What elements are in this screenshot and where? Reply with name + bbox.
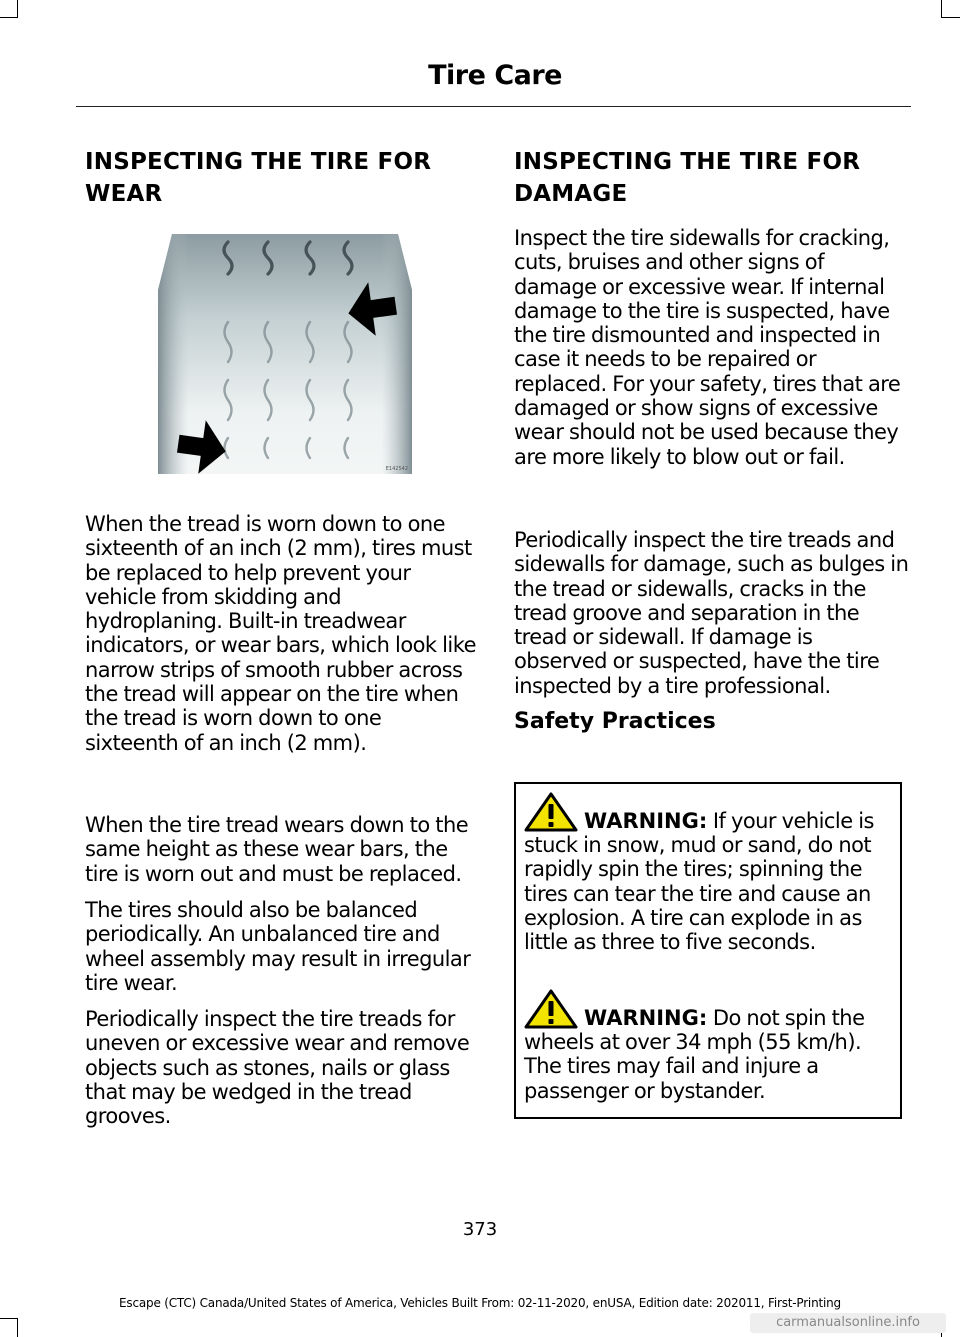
damage-paragraph-1: Inspect the tire sidewalls for cracking, cuts, bruises and other signs of damage or excessive wear. If internal damage to the tire is suspected, have the tire dismounted and inspected in case it needs to be repaired or replaced. For your safety, tires that are damaged or show signs of excessive wear should not be used because they are more likely to blow out or fail.: [514, 226, 901, 469]
wear-paragraph-1: When the tread is worn down to one sixteenth of an inch (2 mm), tires must be replaced to help prevent your vehicle from skidding and hydroplaning. Built-in treadwear indicators, or wear bars, which look like narrow strips of smooth rubber across the tread will appear on the tire when the tread is worn down to one sixteenth of an inch (2 mm).: [85, 512, 476, 755]
page-header-title: Tire Care: [428, 60, 562, 91]
safety-practices-heading: Safety Practices: [514, 709, 716, 734]
warning-1: [524, 792, 896, 954]
header-divider: [76, 106, 911, 107]
crop-mark-top-right-v: [941, 0, 942, 18]
warning-text: Do not spin the wheels at over 34 mph (55 km/h). The tires may fail and injure a passenger or bystander.: [524, 1006, 865, 1103]
page-number: 373: [462, 1219, 498, 1240]
wear-paragraph-2: When the tire tread wears down to the same height as these wear bars, the tire is worn out and must be replaced.: [85, 813, 469, 886]
warning-text: If your vehicle is stuck in snow, mud or sand, do not rapidly spin the tires; spinning the tires can tear the tire and cause an explosion. A tire can explode in as little as three to five seconds.: [524, 809, 874, 955]
heading-line-2: WEAR: [85, 181, 163, 207]
crop-mark-top-left-h: [0, 17, 18, 18]
damage-paragraph-2: Periodically inspect the tire treads and sidewalls for damage, such as bulges in the tread or sidewalls, cracks in the tread groove and separation in the tread or sidewall. If damage is observed or suspected, have the tire inspected by a tire professional.: [514, 528, 909, 698]
svg-text:E142542: E142542: [385, 466, 408, 472]
tire-tread-illustration: [150, 230, 420, 475]
warning-triangle-icon: [524, 989, 578, 1029]
warning-box: [514, 782, 902, 1119]
crop-mark-top-right-h: [942, 17, 960, 18]
warning-label: WARNING:: [584, 1006, 708, 1030]
watermark: carmanualsonline.info: [750, 1313, 946, 1333]
page-footer: Escape (CTC) Canada/United States of America, Vehicles Built From: 02-11-2020, enUSA, Edition date: 202011, First-Printing: [119, 1296, 841, 1310]
warning-label: WARNING:: [584, 809, 708, 833]
heading-line-1: INSPECTING THE TIRE FOR: [85, 149, 432, 175]
wear-paragraph-4: Periodically inspect the tire treads for uneven or excessive wear and remove objects such as stones, nails or glass that may be wedged in the tread grooves.: [85, 1007, 470, 1129]
section-heading-wear: [85, 146, 431, 210]
crop-mark-top-left-v: [17, 0, 18, 18]
crop-mark-bottom-left-h: [0, 1318, 18, 1319]
section-heading-damage: [514, 146, 860, 210]
heading-line-1: INSPECTING THE TIRE FOR: [514, 149, 861, 175]
warning-triangle-icon: [524, 792, 578, 832]
tire-tread-graphic: [150, 230, 420, 475]
heading-line-2: DAMAGE: [514, 181, 628, 207]
crop-mark-bottom-left-v: [17, 1318, 18, 1337]
wear-paragraph-3: The tires should also be balanced periodically. An unbalanced tire and wheel assembly may result in irregular tire wear.: [85, 898, 471, 995]
warning-2: [524, 989, 896, 1103]
